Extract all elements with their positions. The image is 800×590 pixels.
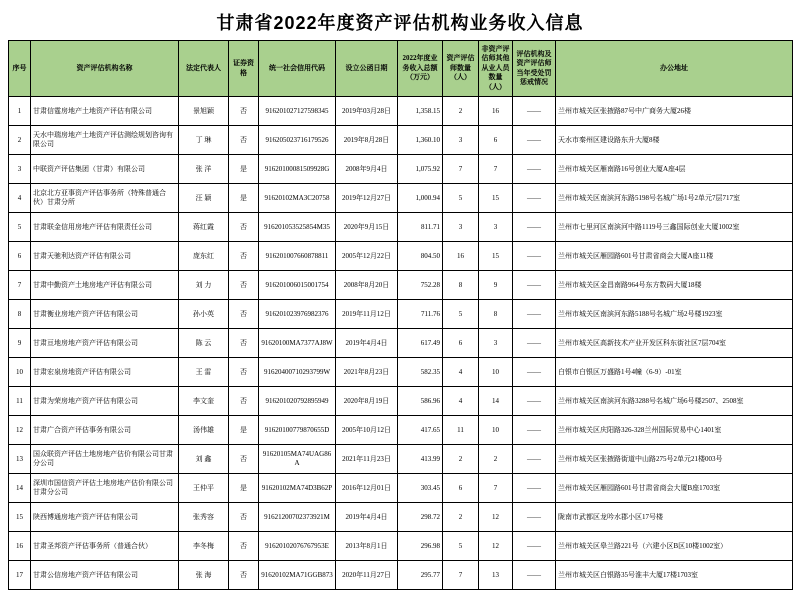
column-header: 证券资格 [229,41,259,97]
column-header: 法定代表人 [179,41,229,97]
table-cell: 李文奎 [179,387,229,416]
table-cell: 否 [229,242,259,271]
table-cell: 兰州市七里河区南滨河中路1119号三鑫国际创业大厦1002室 [556,213,793,242]
table-cell: 586.96 [398,387,443,416]
table-row [9,271,793,300]
table-cell: 916201020792895949 [259,387,336,416]
table-cell: 是 [229,474,259,503]
table-cell: 916201023976982376 [259,300,336,329]
table-cell: 甘肃衡业房地产资产评估有限公司 [31,300,179,329]
table-cell: 王仲平 [179,474,229,503]
table-row [9,300,793,329]
table-cell: 10 [479,416,513,445]
table-cell: —— [513,97,556,126]
table-cell: 916201053525854M35 [259,213,336,242]
table-cell: 916201006015001754 [259,271,336,300]
table-cell: 是 [229,416,259,445]
table-cell: 2019年12月27日 [336,184,398,213]
table-cell: 甘肃中勤资产土地房地产评估有限公司 [31,271,179,300]
column-header: 资产评估师数量（人） [443,41,479,97]
table-cell: 否 [229,97,259,126]
table-cell: 2019年4月4日 [336,503,398,532]
table-cell: 白银市白银区万盛路1号4幢（6-9）-01室 [556,358,793,387]
table-cell: 711.76 [398,300,443,329]
table-cell: 刘 力 [179,271,229,300]
table-cell: 甘肃为荣房地产资产评估有限公司 [31,387,179,416]
table-cell: 2 [443,503,479,532]
table-cell: 天水中瑞房地产土地资产评估测绘规划咨询有限公司 [31,126,179,155]
table-cell: 刘 鑫 [179,445,229,474]
table-cell: 2 [9,126,31,155]
table-row [9,97,793,126]
table-cell: 7 [443,561,479,590]
table-row [9,184,793,213]
table-cell: —— [513,358,556,387]
table-cell: 4 [443,358,479,387]
table-cell: —— [513,416,556,445]
table-row [9,445,793,474]
column-header: 资产评估机构名称 [31,41,179,97]
table-cell: 7 [9,271,31,300]
table-cell: 14 [479,387,513,416]
table-cell: 兰州市城关区皋兰路221号（六建小区B区10楼1002室） [556,532,793,561]
table-cell: 91620102MA74D3B62P [259,474,336,503]
table-cell: 甘肃联金信用房地产评估有限责任公司 [31,213,179,242]
table-cell: 417.65 [398,416,443,445]
table-cell: 916201027127598345 [259,97,336,126]
table-cell: 303.45 [398,474,443,503]
table-cell: 景旭颖 [179,97,229,126]
table-cell: 2013年8月1日 [336,532,398,561]
table-cell: —— [513,445,556,474]
table-cell: 甘肃圣邦资产评估事务所（普通合伙） [31,532,179,561]
table-cell: 804.50 [398,242,443,271]
column-header: 评估机构及资产评估师当年受处罚惩戒情况 [513,41,556,97]
table-cell: —— [513,213,556,242]
table-cell: 3 [443,213,479,242]
table-cell: 298.72 [398,503,443,532]
table-cell: 庞东红 [179,242,229,271]
table-row [9,561,793,590]
table-cell: 张秀容 [179,503,229,532]
table-row [9,358,793,387]
table-cell: 12 [479,532,513,561]
table-cell: 中联资产评估集团（甘肃）有限公司 [31,155,179,184]
table-cell: —— [513,126,556,155]
table-cell: 丁 琳 [179,126,229,155]
table-cell: 91620102076767953E [259,532,336,561]
table-cell: 11 [443,416,479,445]
table-cell: 否 [229,358,259,387]
table-cell: 兰州市城关区雁园路601号甘肃省商会大厦A座11楼 [556,242,793,271]
table-cell: 北京北方亚事资产评估事务所（特殊普通合伙）甘肃分所 [31,184,179,213]
table-cell: 6 [9,242,31,271]
table-cell: 3 [9,155,31,184]
table-cell: —— [513,271,556,300]
table-cell: 汤伟雄 [179,416,229,445]
table-cell: 10 [9,358,31,387]
table-cell: 7 [443,155,479,184]
page-title: 甘肃省2022年度资产评估机构业务收入信息 [216,13,584,33]
table-cell: 582.35 [398,358,443,387]
table-cell: 9 [9,329,31,358]
table-cell: 深圳市国信资产评估土地房地产估价有限公司甘肃分公司 [31,474,179,503]
table-cell: 9 [479,271,513,300]
table-cell: —— [513,300,556,329]
column-header: 2022年度业务收入总额（万元） [398,41,443,97]
column-header: 办公地址 [556,41,793,97]
header-row [9,41,793,97]
table-cell: 11 [9,387,31,416]
table-cell: 否 [229,271,259,300]
table-cell: 陇南市武都区龙吟水郡小区17号楼 [556,503,793,532]
table-cell: 6 [479,126,513,155]
table-cell: 否 [229,561,259,590]
table-row [9,126,793,155]
table-cell: 15 [9,503,31,532]
table-cell: 1 [9,97,31,126]
table-cell: 甘肃亘地房地产资产评估有限公司 [31,329,179,358]
table-cell: 2020年8月19日 [336,387,398,416]
table-cell: 是 [229,184,259,213]
table-cell: 2008年8月20日 [336,271,398,300]
table-row [9,503,793,532]
table-row [9,213,793,242]
table-cell: 否 [229,503,259,532]
table-cell: 16 [479,97,513,126]
table-cell: 1,075.92 [398,155,443,184]
table-cell: 4 [9,184,31,213]
table-cell: 张 海 [179,561,229,590]
table-cell: 1,360.10 [398,126,443,155]
table-cell: 甘肃公信房地产资产评估有限公司 [31,561,179,590]
table-cell: 2008年9月4日 [336,155,398,184]
table-cell: 5 [443,300,479,329]
table-cell: 1,000.94 [398,184,443,213]
table-cell: 3 [443,126,479,155]
table-cell: 兰州市城关区张掖路87号中广商务大厦26楼 [556,97,793,126]
table-cell: 15 [479,184,513,213]
table-row [9,242,793,271]
table-cell: 甘肃信霆房地产土地资产评估有限公司 [31,97,179,126]
table-cell: 15 [479,242,513,271]
table-cell: 916205023716179526 [259,126,336,155]
table-cell: 否 [229,387,259,416]
table-cell: 2020年9月15日 [336,213,398,242]
table-row [9,474,793,503]
table-cell: 413.99 [398,445,443,474]
table-cell: 2019年03月28日 [336,97,398,126]
table-cell: 10 [479,358,513,387]
table-cell: 甘肃天驰利达资产评估有限公司 [31,242,179,271]
table-cell: 兰州市城关区庆阳路326-328兰州国际贸易中心1401室 [556,416,793,445]
table-cell: 7 [479,474,513,503]
table-cell: 否 [229,329,259,358]
table-cell: 6 [443,329,479,358]
table-cell: 13 [479,561,513,590]
table-cell: 7 [479,155,513,184]
column-header: 非资产评估师其他从业人员数量（人） [479,41,513,97]
table-cell: 4 [443,387,479,416]
table-cell: 甘肃广合资产评估事务有限公司 [31,416,179,445]
table-cell: 兰州市城关区高新技术产业开发区科东街社区7层704室 [556,329,793,358]
table-cell: —— [513,503,556,532]
table-cell: 国众联资产评估土地房地产估价有限公司甘肃分公司 [31,445,179,474]
table-cell: 16 [9,532,31,561]
table-cell: 汪 颖 [179,184,229,213]
column-header: 序号 [9,41,31,97]
table-cell: 91620102MA3C20758 [259,184,336,213]
table-cell: 13 [9,445,31,474]
table-cell: 5 [9,213,31,242]
column-header: 统一社会信用代码 [259,41,336,97]
table-cell: 752.28 [398,271,443,300]
table-cell: 2005年10月12日 [336,416,398,445]
table-cell: 否 [229,213,259,242]
table-cell: —— [513,329,556,358]
table-cell: 296.98 [398,532,443,561]
table-cell: 李冬梅 [179,532,229,561]
table-cell: 1,358.15 [398,97,443,126]
table-cell: 2 [479,445,513,474]
table-cell: 张 洋 [179,155,229,184]
table-cell: 6 [443,474,479,503]
table-cell: 12 [9,416,31,445]
table-cell: 否 [229,445,259,474]
table-cell: 2 [443,445,479,474]
table-row [9,155,793,184]
table-cell: 91621200702373921M [259,503,336,532]
table-cell: 否 [229,532,259,561]
table-cell: 5 [443,532,479,561]
table-row [9,329,793,358]
table-row [9,387,793,416]
table-cell: 2019年11月12日 [336,300,398,329]
table-cell: 兰州市城关区雁南路16号创业大厦A座4层 [556,155,793,184]
table-cell: 2005年12月22日 [336,242,398,271]
table-cell: —— [513,474,556,503]
table-cell: 16 [443,242,479,271]
table-cell: 兰州市城关区南滨河东路5198号名城广场1号2单元7层717室 [556,184,793,213]
table-cell: 2021年11月23日 [336,445,398,474]
table-cell: 91620102MA71GGB873 [259,561,336,590]
table-cell: 陈 云 [179,329,229,358]
table-cell: —— [513,184,556,213]
table-cell: 916201007660878811 [259,242,336,271]
table-cell: 甘肃宏泉房地资产评估有限公司 [31,358,179,387]
table-cell: 否 [229,300,259,329]
table-cell: 2019年8月28日 [336,126,398,155]
table-cell: 2019年4月4日 [336,329,398,358]
table-cell: 2021年8月23日 [336,358,398,387]
table-cell: —— [513,561,556,590]
table-cell: 8 [443,271,479,300]
table-cell: 王 雷 [179,358,229,387]
table-cell: 811.71 [398,213,443,242]
table-cell: 8 [9,300,31,329]
table-body [9,97,793,590]
table-cell: 14 [9,474,31,503]
table-cell: —— [513,155,556,184]
table-cell: 2016年12月01日 [336,474,398,503]
table-cell: 8 [479,300,513,329]
column-header: 设立公函日期 [336,41,398,97]
income-table [8,40,793,590]
table-cell: 91620100779870655D [259,416,336,445]
table-cell: 孙小英 [179,300,229,329]
table-cell: —— [513,387,556,416]
table-cell: 91620100MA7377AJ8W [259,329,336,358]
table-cell: 91620400710293799W [259,358,336,387]
table-row [9,416,793,445]
table-cell: 是 [229,155,259,184]
table-cell: 17 [9,561,31,590]
table-cell: 12 [479,503,513,532]
table-cell: 91620100081509928G [259,155,336,184]
table-cell: 2020年11月27日 [336,561,398,590]
table-cell: 91620105MA74UAG86A [259,445,336,474]
table-cell: 617.49 [398,329,443,358]
table-cell: 3 [479,213,513,242]
table-cell: 295.77 [398,561,443,590]
table-cell: —— [513,242,556,271]
table-cell: —— [513,532,556,561]
table-cell: 兰州市城关区白银路35号淮丰大厦17楼1703室 [556,561,793,590]
table-cell: 5 [443,184,479,213]
table-cell: 陕西博通房地产资产评估有限公司 [31,503,179,532]
table-row [9,532,793,561]
table-cell: 兰州市城关区张掖路街道中山路275号2单元21楼003号 [556,445,793,474]
table-cell: 兰州市城关区南滨河东路3288号名城广场6号楼2507、2508室 [556,387,793,416]
table-cell: 3 [479,329,513,358]
table-cell: 兰州市城关区雁园路601号甘肃省商会大厦B座1703室 [556,474,793,503]
table-cell: 兰州市城关区金昌南路964号东方数码大厦18楼 [556,271,793,300]
table-cell: 2 [443,97,479,126]
table-cell: 蒋红霞 [179,213,229,242]
table-header [9,41,793,97]
table-cell: 兰州市城关区南滨河东路5188号名城广场2号楼1923室 [556,300,793,329]
table-cell: 否 [229,126,259,155]
table-cell: 天水市秦州区建设路东升大厦8楼 [556,126,793,155]
